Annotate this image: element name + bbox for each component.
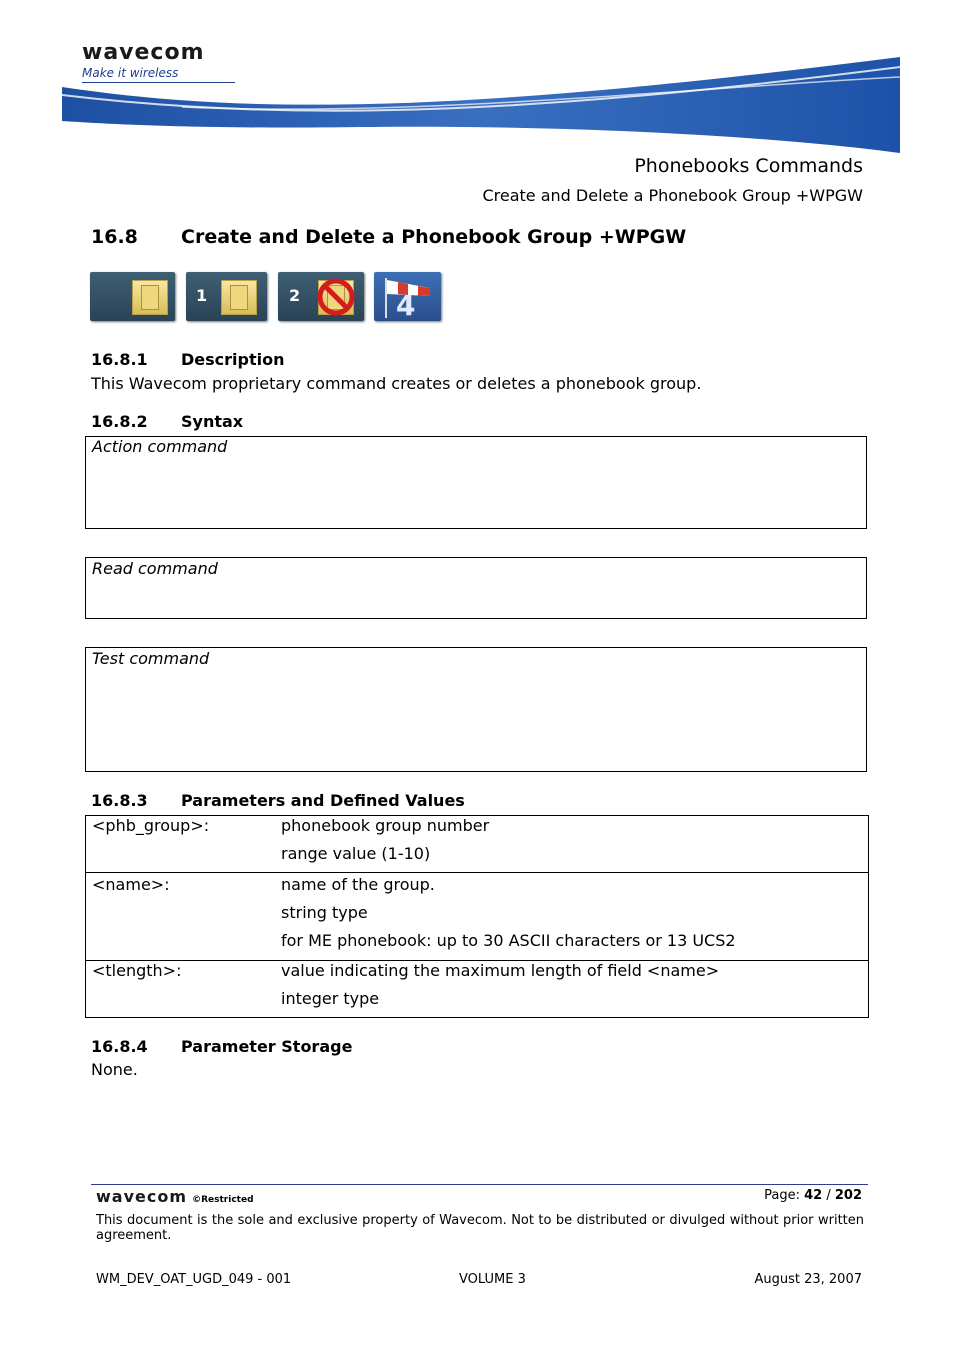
- logo-wordmark: wavecom: [82, 40, 205, 65]
- sim-1-icon: [186, 272, 267, 321]
- description-text: This Wavecom proprietary command creates or deletes a phonebook group.: [91, 374, 702, 393]
- description-heading: [91, 350, 284, 369]
- param-description: value indicating the maximum length of field <name> integer type: [281, 961, 869, 1018]
- header-wave-banner: [62, 55, 900, 155]
- footer-logo: [96, 1187, 254, 1206]
- sim-icon: [90, 272, 175, 321]
- parameters-heading: [91, 791, 465, 810]
- forbidden-icon: [316, 277, 356, 317]
- sim-2-forbidden-icon: [278, 272, 364, 321]
- param-name: <tlength>:: [86, 961, 282, 1018]
- table-row: [86, 961, 869, 1018]
- storage-number: 16.8.4: [91, 1037, 148, 1056]
- test-command-box: [85, 647, 867, 772]
- footer-logo-wordmark: wavecom: [96, 1187, 188, 1206]
- sim-1-digit: 1: [196, 286, 208, 305]
- section-title: Create and Delete a Phonebook Group +WPGW: [181, 226, 687, 248]
- param-description: phonebook group number range value (1-10): [281, 816, 869, 873]
- param-name: <name>:: [86, 873, 282, 961]
- footer-page-number: Page: 42 / 202: [764, 1188, 862, 1203]
- storage-text: None.: [91, 1060, 138, 1079]
- header-subtitle: Create and Delete a Phonebook Group +WPGW: [482, 186, 863, 205]
- syntax-title: Syntax: [181, 412, 244, 431]
- footer-rule: [91, 1184, 868, 1185]
- read-command-label: Read command: [92, 559, 218, 578]
- footer-restricted: ©Restricted: [192, 1195, 254, 1205]
- syntax-number: 16.8.2: [91, 412, 148, 431]
- test-command-label: Test command: [92, 649, 210, 668]
- storage-title: Parameter Storage: [181, 1037, 353, 1056]
- footer-doc-ref: WM_DEV_OAT_UGD_049 - 001: [96, 1272, 292, 1287]
- parameters-title: Parameters and Defined Values: [181, 791, 465, 810]
- description-title: Description: [181, 350, 285, 369]
- sim-2-digit: 2: [289, 286, 301, 305]
- footer-notice: This document is the sole and exclusive property of Wavecom. Not to be distributed or divulged without prior written agreement.: [96, 1213, 864, 1243]
- description-number: 16.8.1: [91, 350, 148, 369]
- action-command-box: [85, 436, 867, 529]
- storage-heading: [91, 1037, 352, 1056]
- section-heading: [91, 226, 686, 248]
- param-name: <phb_group>:: [86, 816, 282, 873]
- parameters-number: 16.8.3: [91, 791, 148, 810]
- syntax-heading: [91, 412, 243, 431]
- footer-date: August 23, 2007: [754, 1272, 862, 1287]
- table-row: [86, 816, 869, 873]
- read-command-box: [85, 557, 867, 619]
- action-command-label: Action command: [92, 437, 228, 456]
- section-number: 16.8: [91, 226, 138, 248]
- header-title: Phonebooks Commands: [634, 155, 863, 177]
- logo-tagline: Make it wireless: [82, 66, 179, 80]
- table-row: [86, 873, 869, 961]
- parameters-table: [85, 815, 869, 1018]
- footer-volume: VOLUME 3: [459, 1272, 526, 1287]
- windsock-4-icon: [374, 272, 441, 321]
- param-description: name of the group. string type for ME phonebook: up to 30 ASCII characters or 13 UCS2: [281, 873, 869, 961]
- windsock-digit: 4: [396, 289, 416, 322]
